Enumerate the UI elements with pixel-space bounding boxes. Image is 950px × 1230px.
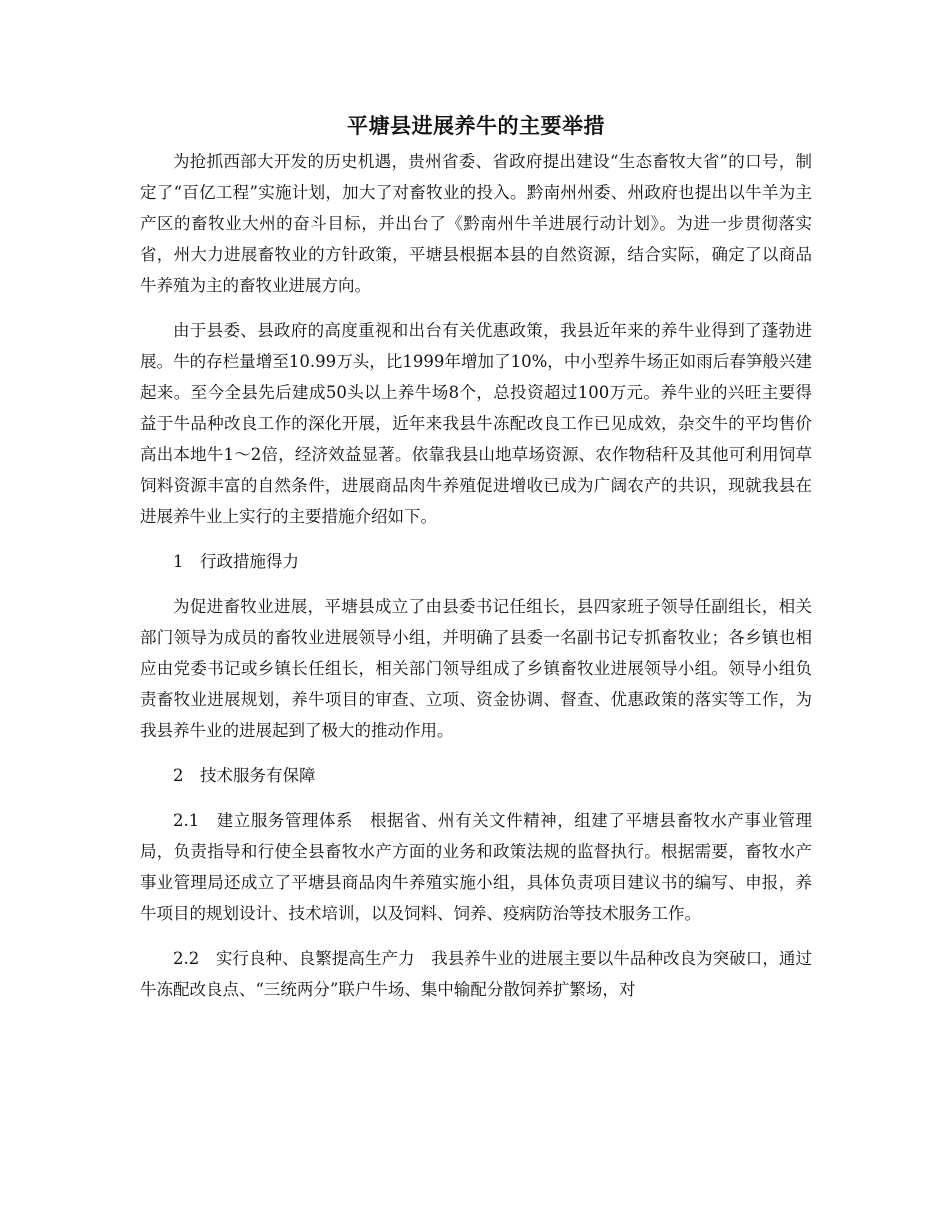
intro-paragraph-1: 为抢抓西部大开发的历史机遇，贵州省委、省政府提出建设“生态畜牧大省”的口号，制定了“百亿工程”实施计划，加大了对畜牧业的投入。黔南州州委、州政府也提出以牛羊为主产区的畜牧业大州的奋斗目标，并出台了《黔南州牛羊进展行动计划》。为进一步贯彻落实省，州大力进展畜牧业的方针政策，平塘县根据本县的自然资源，结合实际，确定了以商品牛养殖为主的畜牧业进展方向。	[140, 152, 812, 295]
section-2-heading: 2 技术服务有保障	[173, 766, 316, 785]
section-2-2-paragraph: 2.2 实行良种、良繁提高生产力 我县养牛业的进展主要以牛品种改良为突破口，通过牛冻配改良点、“三统两分”联户牛场、集中输配分散饲养扩繁场，对	[140, 949, 812, 999]
document-title: 平塘县进展养牛的主要举措	[347, 113, 605, 138]
section-1-heading: 1 行政措施得力	[173, 552, 299, 571]
intro-paragraph-2: 由于县委、县政府的高度重视和出台有关优惠政策，我县近年来的养牛业得到了蓬勃进展。牛的存栏量增至10.99万头，比1999年增加了10%，中小型养牛场正如雨后春笋般兴建起来。至今全县先后建成50头以上养牛场8个，总投资超过100万元。养牛业的兴旺主要得益于牛品种改良工作的深化开展，近年来我县牛冻配改良工作已见成效，杂交牛的平均售价高出本地牛1～2倍，经济效益显著。依靠我县山地草场资源、农作物秸秆及其他可利用饲草饲料资源丰富的自然条件，进展商品肉牛养殖促进增收已成为广阔农产的共识，现就我县在进展养牛业上实行的主要措施介绍如下。	[140, 321, 812, 526]
document-page	[140, 110, 812, 1005]
section-1-body: 为促进畜牧业进展，平塘县成立了由县委书记任组长，县四家班子领导任副组长，相关部门领导为成员的畜牧业进展领导小组，并明确了县委一名副书记专抓畜牧业；各乡镇也相应由党委书记或乡镇长任组长，相关部门领导组成了乡镇畜牧业进展领导小组。领导小组负责畜牧业进展规划，养牛项目的审查、立项、资金协调、督查、优惠政策的落实等工作，为我县养牛业的进展起到了极大的推动作用。	[140, 597, 812, 740]
section-2-1-paragraph: 2.1 建立服务管理体系 根据省、州有关文件精神，组建了平塘县畜牧水产事业管理局，负责指导和行使全县畜牧水产方面的业务和政策法规的监督执行。根据需要，畜牧水产事业管理局还成立了平塘县商品肉牛养殖实施小组，具体负责项目建议书的编写、申报，养牛项目的规划设计、技术培训，以及饲料、饲养、疫病防治等技术服务工作。	[140, 811, 812, 923]
